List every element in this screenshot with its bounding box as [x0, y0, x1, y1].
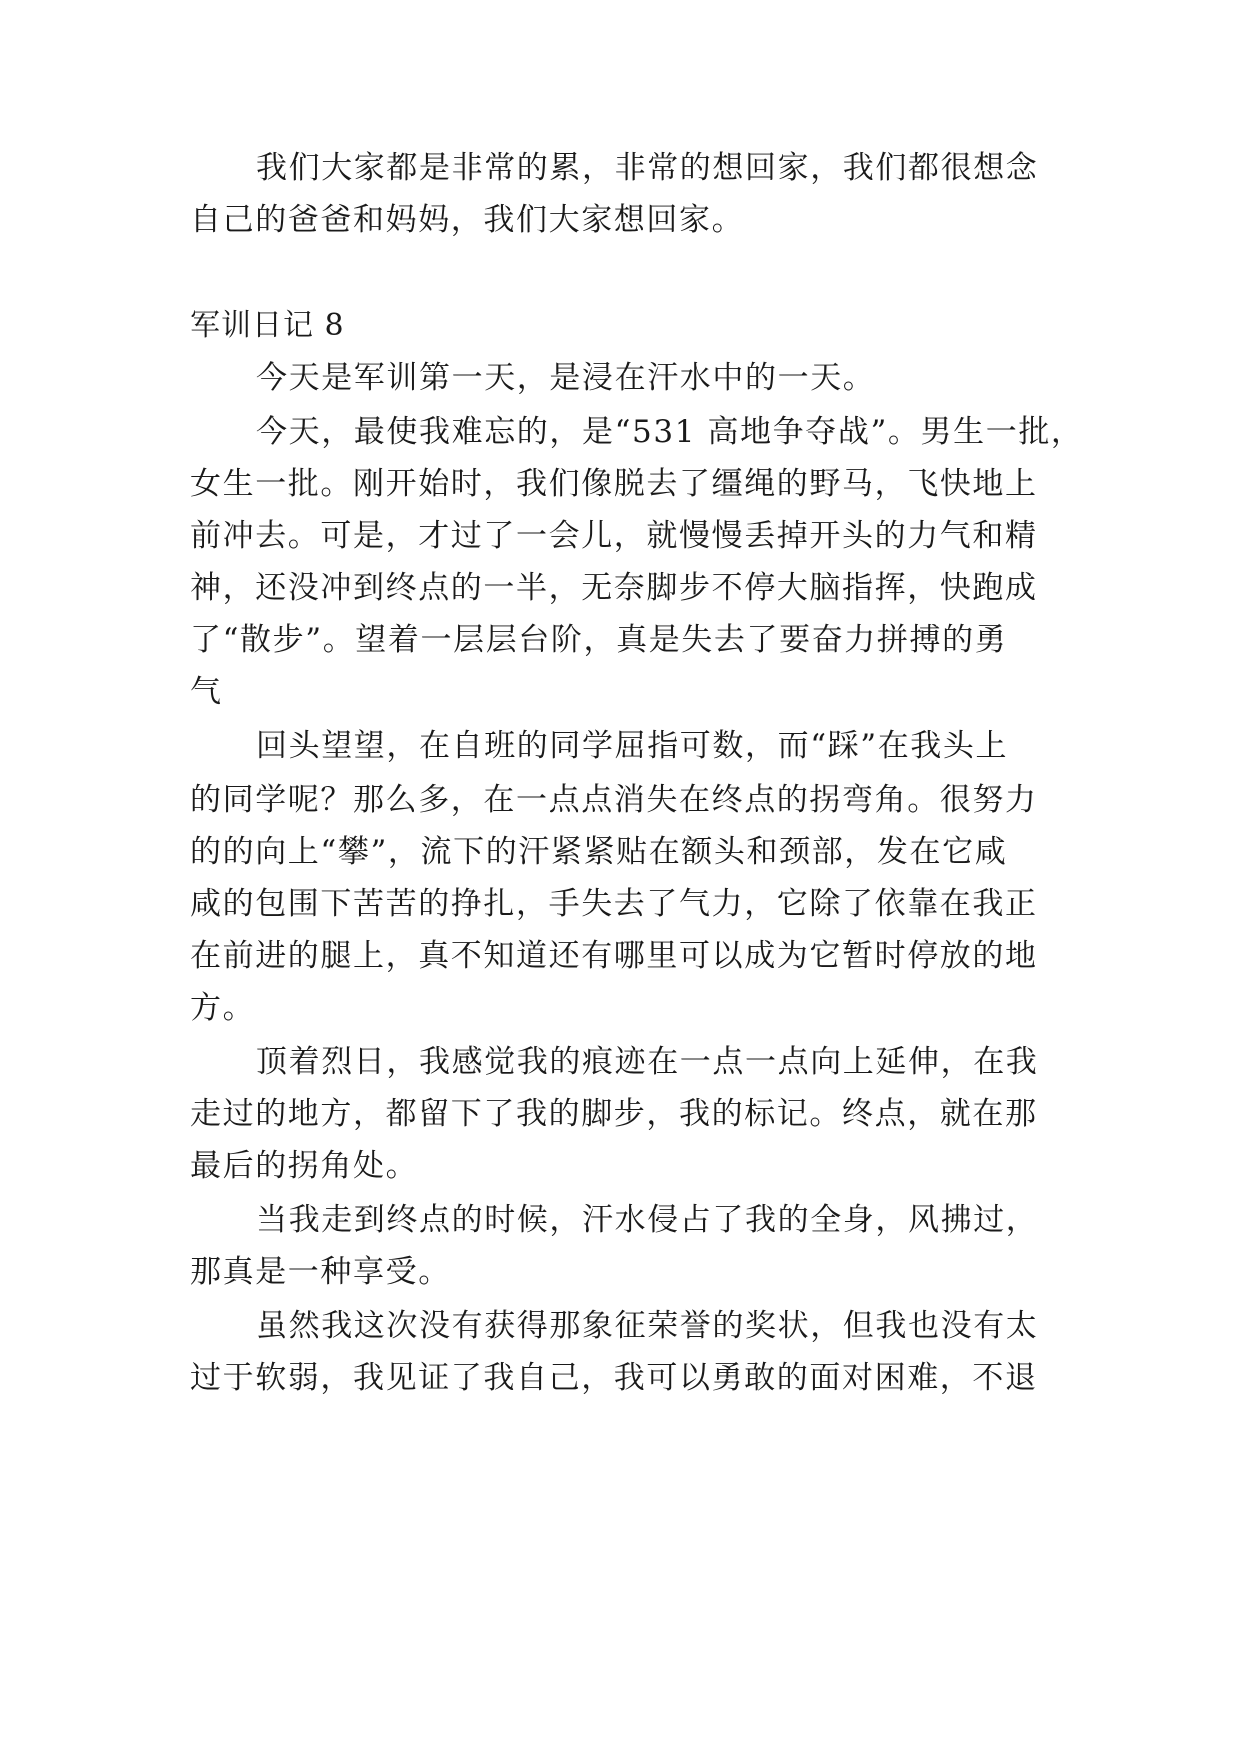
paragraph-7-line-2: 过于软弱，我见证了我自己，我可以勇敢的面对困难，不退	[190, 1360, 1038, 1396]
paragraph-2-line-1: 今天是军训第一天，是浸在汗水中的一天。	[256, 360, 876, 396]
paragraph-4-line-3: 的的向上“攀”，流下的汗紧紧贴在额头和颈部，发在它咸	[190, 834, 1008, 870]
paragraph-3-line-3: 前冲去。可是，才过了一会儿，就慢慢丢掉开头的力气和精	[190, 518, 1038, 554]
section-heading: 军训日记 8	[190, 308, 345, 343]
paragraph-1-line-1: 我们大家都是非常的累，非常的想回家，我们都很想念	[256, 150, 1039, 186]
paragraph-4-line-5: 在前进的腿上，真不知道还有哪里可以成为它暂时停放的地	[190, 938, 1038, 974]
paragraph-5-line-1: 顶着烈日，我感觉我的痕迹在一点一点向上延伸，在我	[256, 1044, 1039, 1080]
paragraph-3-line-1: 今天，最使我难忘的，是“531 高地争夺战”。男生一批，	[256, 414, 1084, 450]
paragraph-4-line-2: 的同学呢？那么多，在一点点消失在终点的拐弯角。很努力	[190, 782, 1038, 818]
paragraph-4-line-6: 方。	[190, 990, 256, 1026]
paragraph-1-line-2: 自己的爸爸和妈妈，我们大家想回家。	[190, 202, 745, 238]
paragraph-4-line-4: 咸的包围下苦苦的挣扎，手失去了气力，它除了依靠在我正	[190, 886, 1038, 922]
paragraph-3-line-6: 气	[190, 674, 223, 710]
paragraph-6-line-1: 当我走到终点的时候，汗水侵占了我的全身，风拂过，	[256, 1202, 1039, 1238]
paragraph-6-line-2: 那真是一种享受。	[190, 1254, 451, 1290]
paragraph-4-line-1: 回头望望，在自班的同学屈指可数，而“踩”在我头上	[256, 728, 1009, 764]
paragraph-5-line-2: 走过的地方，都留下了我的脚步，我的标记。终点，就在那	[190, 1096, 1038, 1132]
paragraph-5-line-3: 最后的拐角处。	[190, 1148, 419, 1184]
paragraph-3-line-2: 女生一批。刚开始时，我们像脱去了缰绳的野马，飞快地上	[190, 466, 1038, 502]
paragraph-3-line-5: 了“散步”。望着一层层台阶，真是失去了要奋力拼搏的勇	[190, 622, 1008, 658]
paragraph-7-line-1: 虽然我这次没有获得那象征荣誉的奖状，但我也没有太	[256, 1308, 1039, 1344]
paragraph-3-line-4: 神，还没冲到终点的一半，无奈脚步不停大脑指挥，快跑成	[190, 570, 1038, 606]
